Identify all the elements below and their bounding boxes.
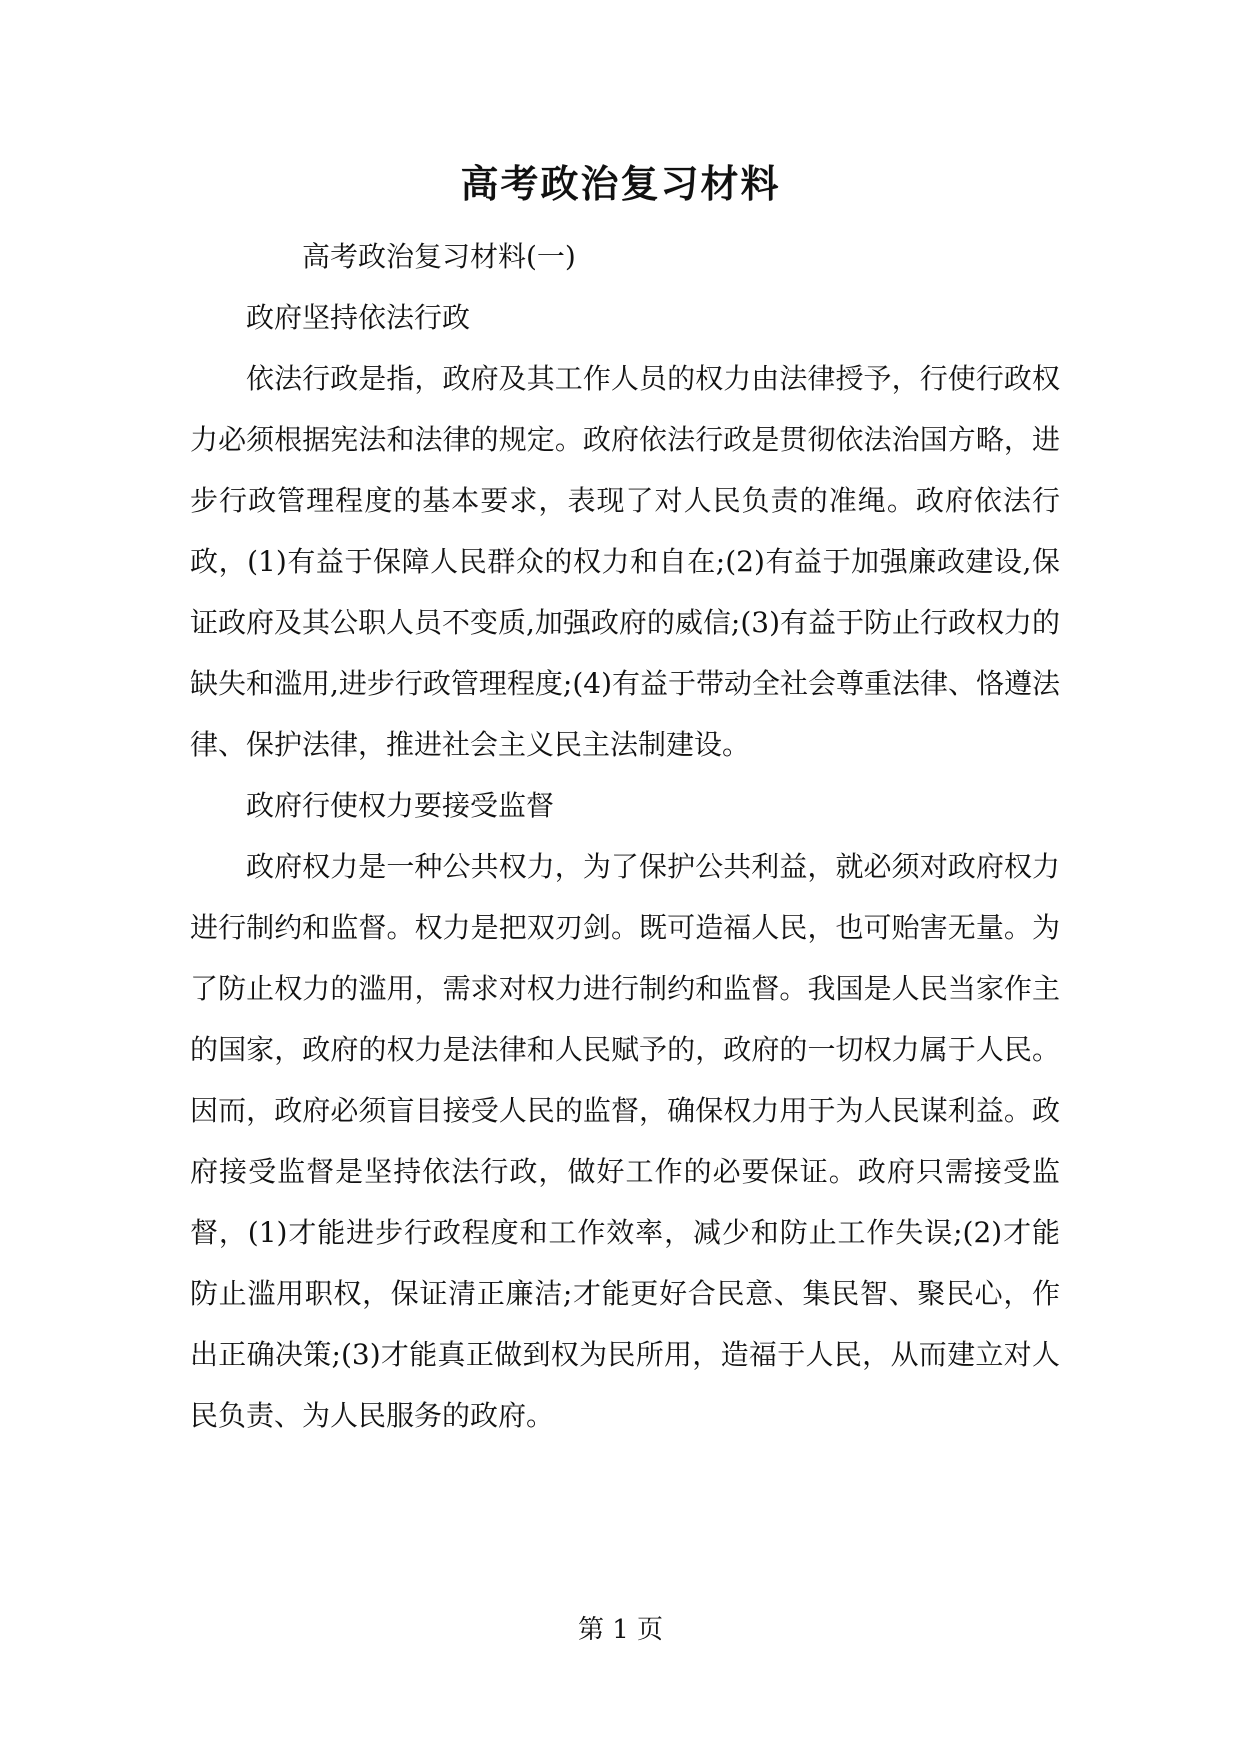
- document-body: [190, 226, 1060, 1446]
- section-heading: 政府坚持依法行政: [246, 301, 471, 334]
- section-heading: 政府行使权力要接受监督: [246, 789, 555, 822]
- page-number: 第 1 页: [577, 1615, 664, 1645]
- document-subtitle: 高考政治复习材料(一): [302, 240, 576, 273]
- document-title: 高考政治复习材料: [460, 161, 781, 206]
- section-paragraph: 依法行政是指，政府及其工作人员的权力由法律授予，行使行政权力必须根据宪法和法律的规定。政府依法行政是贯彻依法治国方略，进步行政管理程度的基本要求，表现了对人民负责的准绳。政府依法行政，(1)有益于保障人民群众的权力和自在;(2)有益于加强廉政建设,保证政府及其公职人员不变质,加强政府的威信;(3)有益于防止行政权力的缺失和滥用,进步行政管理程度;(4)有益于带动全社会尊重法律、恪遵法律、保护法律，推进社会主义民主法制建设。: [190, 362, 1060, 761]
- section-paragraph: 政府权力是一种公共权力，为了保护公共利益，就必须对政府权力进行制约和监督。权力是把双刃剑。既可造福人民，也可贻害无量。为了防止权力的滥用，需求对权力进行制约和监督。我国是人民当家作主的国家，政府的权力是法律和人民赋予的，政府的一切权力属于人民。因而，政府必须盲目接受人民的监督，确保权力用于为人民谋利益。政府接受监督是坚持依法行政，做好工作的必要保证。政府只需接受监督，(1)才能进步行政程度和工作效率，减少和防止工作失误;(2)才能防止滥用职权，保证清正廉洁;才能更好合民意、集民智、聚民心，作出正确决策;(3)才能真正做到权为民所用，造福于人民，从而建立对人民负责、为人民服务的政府。: [190, 850, 1060, 1432]
